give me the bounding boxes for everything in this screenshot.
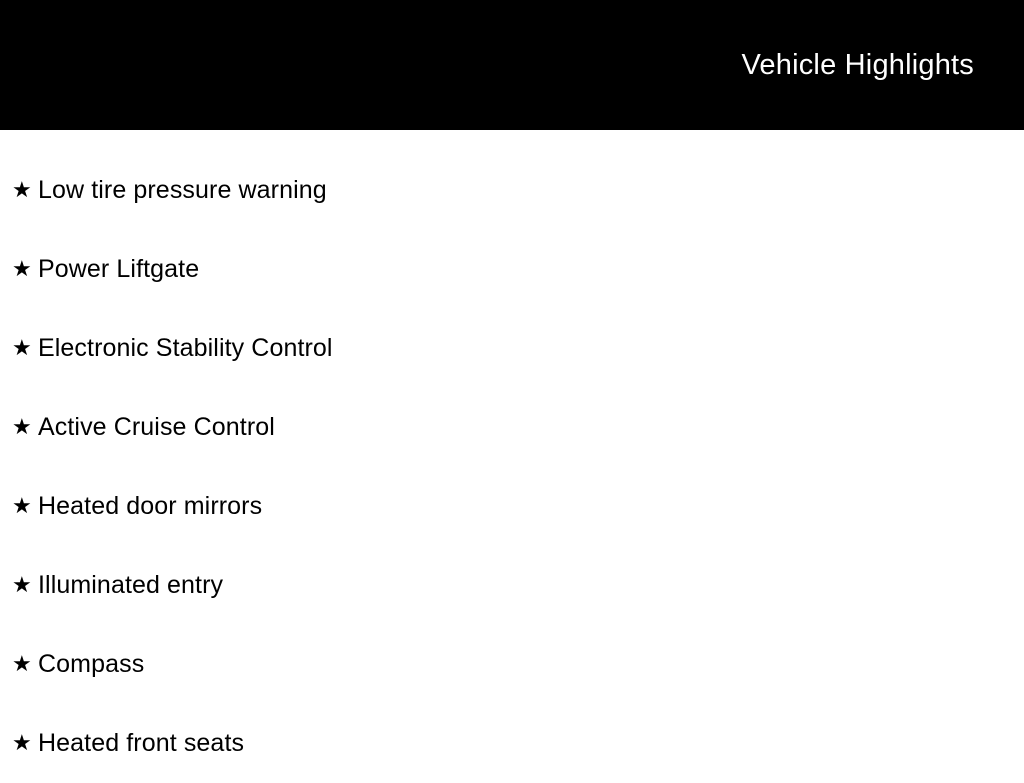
list-item-label: Compass: [38, 650, 145, 678]
list-item-label: Power Liftgate: [38, 255, 200, 283]
star-bullet-icon: ★: [12, 255, 32, 281]
list-item-label: Illuminated entry: [38, 571, 224, 599]
star-bullet-icon: ★: [12, 650, 32, 676]
list-item-label: Heated front seats: [38, 729, 245, 757]
list-item: [0, 151, 1024, 230]
list-item: [0, 625, 1024, 704]
list-item: [0, 309, 1024, 388]
page-header: [0, 0, 1024, 130]
star-bullet-icon: ★: [12, 492, 32, 518]
list-item-label: Active Cruise Control: [38, 413, 275, 441]
star-bullet-icon: ★: [12, 729, 32, 755]
star-bullet-icon: ★: [12, 413, 32, 439]
star-bullet-icon: ★: [12, 176, 32, 202]
star-bullet-icon: ★: [12, 334, 32, 360]
star-bullet-icon: ★: [12, 571, 32, 597]
vehicle-features-list: [0, 130, 1024, 783]
list-item: [0, 467, 1024, 546]
list-item: [0, 230, 1024, 309]
list-item-label: Heated door mirrors: [38, 492, 263, 520]
list-item: [0, 546, 1024, 625]
page-title: Vehicle Highlights: [741, 48, 974, 81]
list-item-label: Low tire pressure warning: [38, 176, 327, 204]
list-item: [0, 704, 1024, 783]
list-item-label: Electronic Stability Control: [38, 334, 333, 362]
list-item: [0, 388, 1024, 467]
